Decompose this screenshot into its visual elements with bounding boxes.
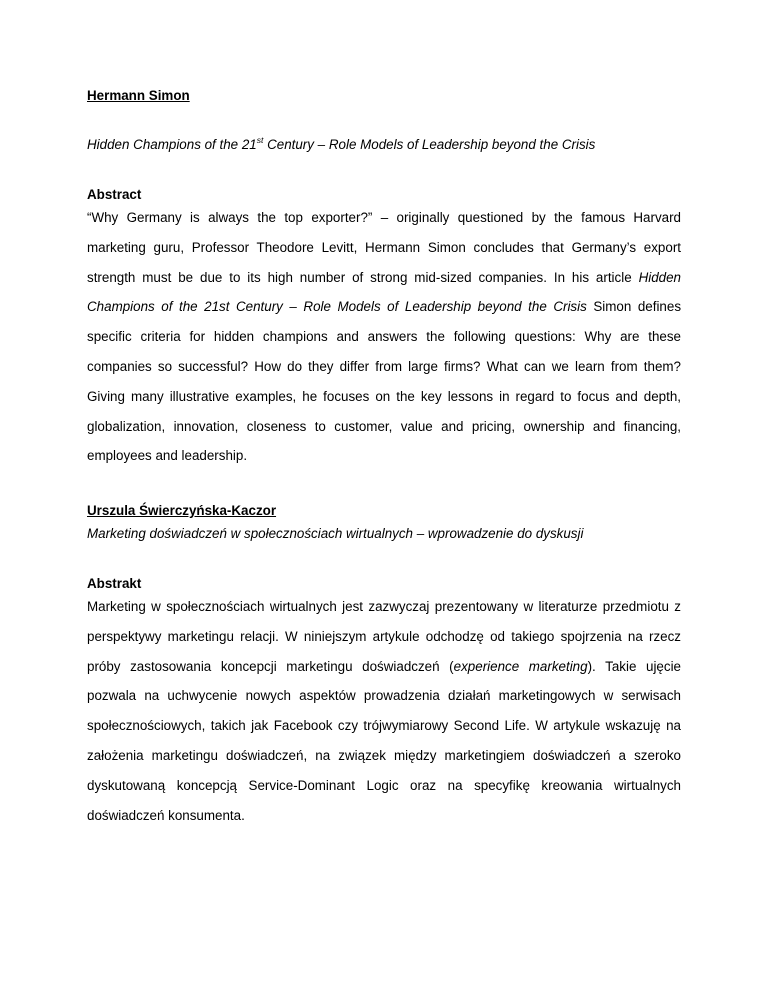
article2-abstract-text-1: Marketing w społecznościach wirtualnych jest zazwyczaj prezentowany w literaturze przedmiotu z perspektywy marketingu relacji. W niniejszym artykule odchodzę od takiego spojrzenia na rzecz próby zastosowania koncepcji marketingu doświadczeń ( bbox=[87, 599, 681, 674]
article1-author: Hermann Simon bbox=[87, 88, 190, 103]
article1-title-superscript: st bbox=[256, 135, 264, 145]
article2-abstract-text-2: ). Takie ujęcie pozwala na uchwycenie nowych aspektów prowadzenia działań marketingowych w serwisach społecznościowych, takich jak Facebook czy trójwymiarowy Second Life. W artykule wskazuję na założenia marketingu doświadczeń, na związek między marketingiem doświadczeń a szeroko dyskutowaną koncepcją Service-Dominant Logic oraz na specyfikę kreowania wirtualnych doświadczeń konsumenta. bbox=[87, 658, 681, 823]
article2-abstract-heading: Abstrakt bbox=[87, 576, 142, 591]
article1-title bbox=[87, 136, 681, 154]
article2-abstract-italic-term: experience marketing bbox=[453, 658, 588, 674]
article1-title-part2: Century – Role Models of Leadership beyond the Crisis bbox=[263, 137, 596, 152]
article2-title: Marketing doświadczeń w społecznościach wirtualnych – wprowadzenie do dyskusji bbox=[87, 526, 584, 541]
article1-title-part1: Hidden Champions of the 21 bbox=[87, 137, 257, 152]
article1-abstract-italic-title: Hidden Champions of the 21st Century – Role Models of Leadership beyond the Crisis bbox=[87, 269, 681, 315]
article1-abstract-heading: Abstract bbox=[87, 187, 142, 202]
article1-abstract-text-1: “Why Germany is always the top exporter?” – originally questioned by the famous Harvard marketing guru, Professor Theodore Levitt, Hermann Simon concludes that Germany’s export strength must be due to its high number of strong mid-sized companies. In his article bbox=[87, 210, 681, 285]
article1-abstract-body bbox=[87, 203, 681, 471]
article2-author: Urszula Świerczyńska-Kaczor bbox=[87, 503, 277, 518]
article2-abstract-body bbox=[87, 592, 681, 830]
article1-abstract-text-2: Simon defines specific criteria for hidden champions and answers the following questions: Why are these companies so successful? How do they differ from large firms? What can we learn from them? Giving many illustrative examples, he focuses on the key lessons in regard to focus and depth, globalization, innovation, closeness to customer, value and pricing, ownership and financing, employees and leadership. bbox=[87, 299, 682, 464]
